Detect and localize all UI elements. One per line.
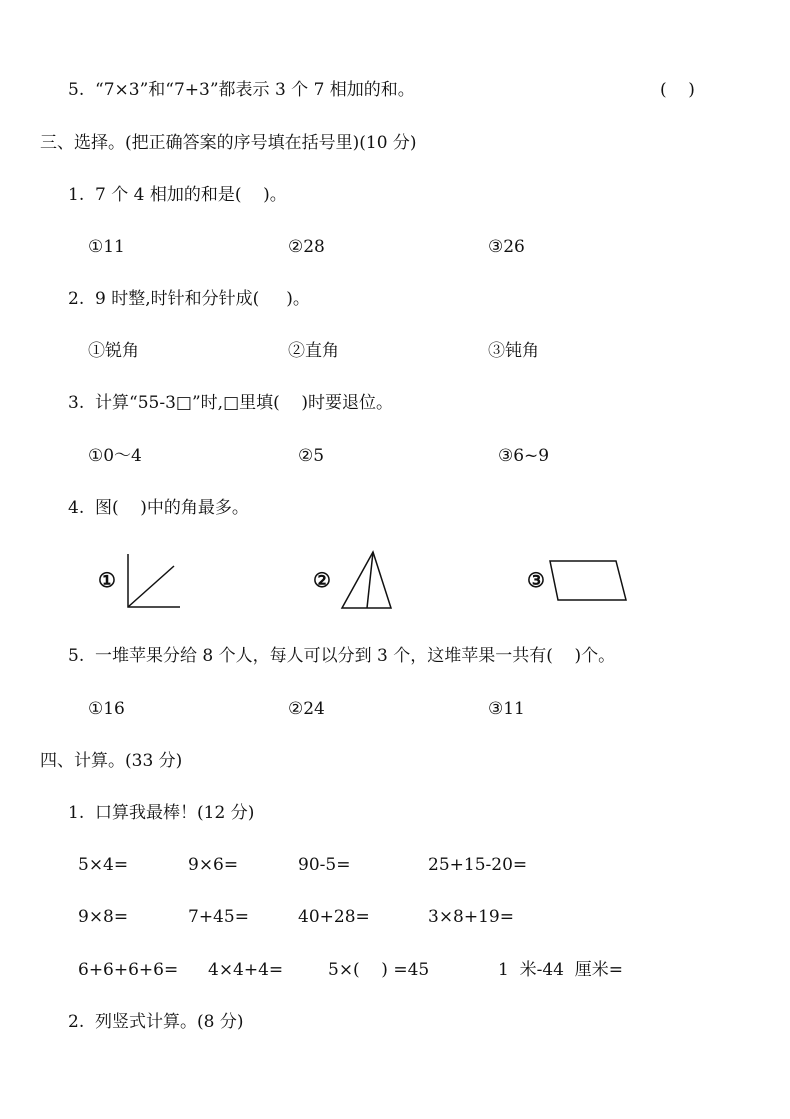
choice-q1-stem: 1. 7 个 4 相加的和是( )。 [68, 185, 287, 205]
choice-q1-option-3: ③26 [488, 237, 525, 257]
oral-calc-r3-c3: 5×( ) =45 [328, 960, 430, 980]
choice-q3-stem: 3. 计算“55-3□”时,□里填( )时要退位。 [68, 393, 394, 413]
choice-q2-stem: 2. 9 时整,时针和分针成( )。 [68, 289, 310, 309]
oral-calc-r3-c1: 6+6+6+6= [78, 960, 179, 980]
choice-q2-option-3: ③钝角 [488, 341, 539, 361]
choice-q5-option-3: ③11 [488, 699, 525, 719]
section-3-heading: 三、选择。(把正确答案的序号填在括号里)(10 分) [40, 133, 417, 153]
choice-q3-option-2: ②5 [298, 446, 325, 466]
choice-q5-option-1: ①16 [88, 699, 125, 719]
choice-q3-option-3: ③6~9 [498, 446, 550, 466]
oral-calc-r1-c3: 90-5= [298, 855, 351, 875]
oral-calc-r2-c3: 40+28= [298, 907, 370, 927]
oral-calc-r2-c4: 3×8+19= [428, 907, 514, 927]
choice-q4-stem: 4. 图( )中的角最多。 [68, 498, 249, 518]
choice-q1-option-1: ①11 [88, 237, 125, 257]
calc-part-2-title: 2. 列竖式计算。(8 分) [68, 1012, 244, 1032]
oral-calc-r2-c1: 9×8= [78, 907, 129, 927]
oral-calc-r3-c4: 1 米-44 厘米= [498, 960, 624, 980]
oral-calc-r1-c4: 25+15-20= [428, 855, 528, 875]
oral-calc-r1-c1: 5×4= [78, 855, 129, 875]
figure-3-label: ③ [527, 568, 545, 592]
choice-q2-option-1: ①锐角 [88, 341, 139, 361]
calc-part-1-title: 1. 口算我最棒！(12 分) [68, 803, 255, 823]
oral-calc-r2-c2: 7+45= [188, 907, 249, 927]
judge-item-5-text: 5. “7×3”和“7+3”都表示 3 个 7 相加的和。 [68, 80, 415, 100]
oral-calc-r1-c2: 9×6= [188, 855, 239, 875]
section-4-heading: 四、计算。(33 分) [40, 751, 183, 771]
judge-item-5-answer-paren[interactable]: ( ) [660, 80, 695, 100]
figure-1-label: ① [98, 568, 116, 592]
figure-2-label: ② [313, 568, 331, 592]
figure-3-parallelogram-shape [546, 556, 630, 604]
choice-q5-option-2: ②24 [288, 699, 325, 719]
figure-1-angle-shape [120, 552, 185, 610]
choice-q2-option-2: ②直角 [288, 341, 339, 361]
choice-q1-option-2: ②28 [288, 237, 325, 257]
choice-q5-stem: 5. 一堆苹果分给 8 个人，每人可以分到 3 个，这堆苹果一共有( )个。 [68, 646, 616, 666]
oral-calc-r3-c2: 4×4+4= [208, 960, 284, 980]
figure-2-triangle-shape [338, 548, 396, 612]
choice-q3-option-1: ①0～4 [88, 446, 142, 466]
